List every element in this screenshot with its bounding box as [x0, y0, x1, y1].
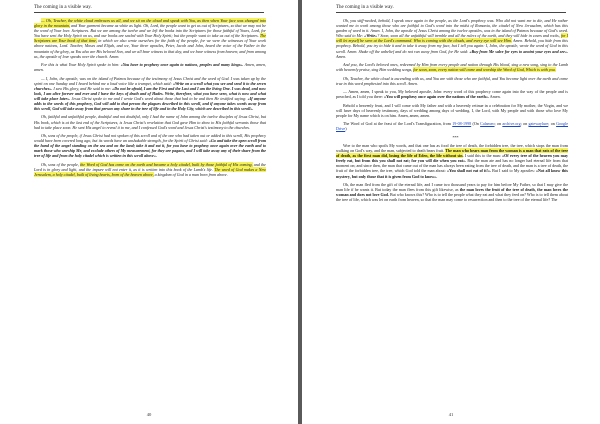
running-head-left — [34, 3, 264, 13]
emphasized-text: «Do not be afraid, I am the First and the Last and I am the living One. I was dead, and now look, I am alive forever and ever and I have the keys of death and of Hades. Write, therefore, what you have seen, what is now and what will take place later». — [34, 85, 266, 101]
page-number-left: 40 — [146, 412, 152, 417]
text-span: The Word of God at the feast of the Lord's Transfiguration, from — [343, 121, 453, 127]
paragraph — [336, 121, 568, 131]
paragraph — [336, 76, 568, 86]
emphasized-text: «Of every tree of the heaven you may freely eat, but from this you shall not eat; for you will die when you eat». — [336, 153, 568, 164]
text-span: (On — [471, 121, 481, 127]
source-link[interactable]: Google Drive — [336, 121, 568, 132]
emphasized-text: «Write on a scroll what you see and send it to the seven churches». — [34, 80, 266, 91]
section-separator — [336, 135, 568, 140]
text-span: Oh, the man fled from the gift of the eternal life, and I came two thousand years to pay for him before My Father, so that I may give the man life if he wants it. But today the man flees from this gift likewise, as — [336, 181, 568, 192]
text-span: Jesus Christ spoke to me and I wrote God's word about those that had to be and then He testified saying: — [70, 95, 248, 101]
running-head-right — [336, 3, 566, 13]
paragraph — [336, 143, 568, 179]
text-span: a kingdom of God in a man born from above. — [153, 172, 228, 178]
text-span: Oh, sons of the people, if Jesus Christ had not spoken of this scroll and of the one who had taken out or added to this scroll, His prophecy would have been covered long ago, but its words have an unshakable strength, for the Spirit of Christ said: — [34, 133, 266, 144]
text-span: Oh, Teacher, the white cloud is ascending with us, and You are with those who are faithful, and You become light over the earth and come true in this word prophesied into this scroll. Amen. — [336, 75, 568, 86]
right-page — [302, 0, 600, 424]
text-span: Amen. Behold, you hide from this prophecy. Behold, you try to hide it and to take it away from my face, but I tell you again: I, John, the apostle, wrote the word of God in this scroll. Amen. Shake off the unbelief and do not run away from God, for He said: — [336, 38, 568, 54]
highlighted-text: The Scriptures are Your book of that time, — [34, 33, 266, 44]
running-title: The coming in a visible way. — [34, 5, 92, 10]
right-page-text — [336, 18, 568, 206]
text-span: in which we also wrote ourselves for the faith of the people, for we were the witnesses of Your work above nations, Lord. Teacher, Moses and Elijah, and we, Your three apostles, Peter, Jacob and John, heard the voice of the Father in the mountain of the glory, as You also are His beloved Son, and we all bear witness to that day, and we bear witness from heaven; and from among us, the apostle of love speaks over the church. Amen. — [34, 38, 267, 59]
text-span: But the man ate and has no longer had eternal life from that moment on; and since then, the man that came out of the man has always been eating from the tree of death, and the man is a tree of death, the fruit of the forbidden tree, the tree, which God told the man about: — [336, 158, 568, 174]
paragraph — [34, 76, 266, 112]
emphasized-text: the man loves the fruit of the tree of death, the man loves the woman and does not love God. — [336, 187, 569, 198]
text-span: But who knows this? Who is to tell the people what they eat and what they feed on? Who is to tell them about the tree of life, which was let on earth from heaven, so that the man may come to resurrection and then to the tree of the eternal life? The — [336, 192, 569, 203]
highlighted-text: for soon, soon, every nation will come and worship the Word of God, Which is with you. — [413, 67, 556, 73]
highlighted-text: for I will let myself be seen at the Lord's command. Who is coming with the clouds, and every eye will see Him. — [336, 33, 568, 44]
text-span: — I, John, the apostle, was on the island of Patmos because of the testimony of Jesus Christ and the word of God. I was taken up by the spirit on one Sunday and I heard behind me a loud voice like a trumpet, which said: — [34, 75, 266, 86]
emphasized-text: «You shall not eat of it!». — [447, 168, 491, 174]
text-span: Oh, faithful and unfaithful people, doubtful and not doubtful, only I had the name of John among the twelve disciples of Jesus Christ, but His book, which is at the last end of the Scriptures, is Jesus Christ's revelation that God gave Him to show to His faithful servants those that had to take place soon. He sent His angel to reveal it to me, and I confessed God's word and Jesus Christ's testimony to the churches. — [34, 114, 266, 130]
paragraph — [336, 18, 568, 59]
text-span: Behold a heavenly feast, and I will come with My father and with a heavenly retinue in a celebration for My mother, the Virgin, and we will have days of heavenly testimony, days of wedding among days of wedding. I, the Lord, with My people and with those who love My people for My name which is on him. Amen, amen, amen. — [336, 102, 568, 118]
paragraph — [34, 62, 266, 72]
highlighted-text: The word of God makes a New Jerusalem, a holy citadel, built of living hearts, born of the heaven above, — [34, 166, 266, 178]
text-span: I said this to the man: — [463, 153, 503, 159]
text-span: Amen. — [488, 94, 501, 100]
source-link[interactable]: gatewaylure — [528, 121, 549, 127]
text-span: ; on — [520, 121, 529, 127]
highlighted-text: The man who bears man from the woman is a man that eats of the tree of death, as the first man did, losing the life of Eden, the life without sin. — [336, 148, 568, 159]
text-span: I saw His glory, and He said to me: — [52, 85, 113, 91]
text-span: ; on — [494, 121, 503, 127]
source-link[interactable]: 19-08-1998 — [452, 121, 472, 127]
left-page — [0, 0, 298, 424]
paragraph — [34, 114, 266, 129]
paragraph — [34, 18, 266, 59]
text-span: and the Lord is in glory and light, and the impure will not enter it, as it is written into this book of the Lamb's life. — [34, 161, 266, 172]
text-span: ; on — [548, 121, 557, 127]
text-span: *** — [452, 134, 459, 140]
emphasized-text: «You have to prophesy once again to nations, peoples and many kings». — [120, 62, 244, 68]
emphasized-text: «Not all know this mystery, but only those that it is given from God to know». — [336, 168, 568, 179]
emphasized-text: «You will prophesy once again over the nations of the earth». — [383, 94, 489, 100]
text-span: Oh, you stiff-necked, behold, I speak once again to the people, as the Lord's prophecy was. Who did not want me to die, and He rather wanted me to work among those who are faithful to God's word into the midst of Romania, the citadel of New Jerusalem, which has this garden of word in it. Amen. I, John, the apostle of Jesus Christ among the twelve apostles, was in the island of Patmos because of God's word. Who said to Me: — [336, 18, 568, 39]
highlighted-text: — Oh, Teacher, the white cloud embraces us all, and we sit on the cloud and speak with You, as then when Your face was changed into glory in the mountain, — [34, 18, 266, 29]
page-number-right: 41 — [448, 412, 454, 417]
text-span: Oh, sons of the people, — [41, 161, 81, 167]
text-span: But I said to My apostles: — [490, 168, 537, 174]
text-span: and Your garment became as white as light. Oh, Lord, the people want to get us out of Scriptures, so that we may not be the word of Your love. Scriptures. But we are among the twelve and we left the books into the Scriptures for those faithful of Yours, Lord, for You have sent the Holy Spirit on us, and our books are sealed with Your Holy Spirit; but the people want to take us out of the Scriptures. — [34, 23, 266, 39]
running-title: The coming in a visible way. — [336, 5, 394, 10]
paragraph — [336, 62, 568, 72]
emphasized-text: «Write» — [364, 33, 378, 39]
text-span: Woe to the man who spoils My words, and that one has as food the tree of death, the forbidden tree, the tree, which stops the man from walking on God's way, and the man, subjected to death bears fruit. — [336, 142, 568, 154]
text-span: Amen. — [336, 53, 347, 59]
left-page-text — [34, 18, 266, 180]
text-span: Amen, amen, amen. — [34, 62, 266, 73]
paragraph — [336, 89, 568, 99]
paragraph — [34, 162, 266, 177]
text-span: And you, the Lord's beloved ones, redeemed by Him from every people and nation through His blood, sing a new song, sing to the Lamb with heavenly praise, sing Him wedding songs, — [336, 62, 568, 73]
source-link[interactable]: archive.org — [502, 121, 521, 127]
emphasized-text: «If anyone adds to the words of this prophecy, God will add to that person the plagues described in this scroll, and if anyone takes words away from this scroll, God will take away from that person any share in the tree of life and in the Holy City, which are described in this scroll». — [34, 95, 266, 112]
highlighted-text: the Word of God has come on the earth and became a holy citadel, built by those faithful of His coming, — [80, 161, 253, 167]
paragraph — [336, 182, 568, 202]
text-span: For this is what Your Holy Spirit spoke to him: — [41, 62, 121, 68]
source-link[interactable]: Calameo — [480, 121, 495, 127]
text-span: ? Soon, soon all the unfaithful will tremble and all the rulers of the earth, and they will hide in caves and rocks, — [377, 33, 561, 39]
paragraph — [34, 133, 266, 158]
text-span: ) — [345, 126, 347, 132]
emphasized-text: «Go and take the open scroll from the hand of the angel standing on the sea and on the land; take it and eat it, for you have to prophesy once again over the earth and to mark those who worship Me, and exclude others of My measurement, for they are pagans, and I will take away any of their share from the tree of life and from the holy citadel which is written in this scroll above». — [34, 138, 266, 159]
text-span: — Amen, amen, I speak to you, My beloved apostle, John: every word of this prophecy come again into the way of the people and is preached, as I told you there: — [336, 89, 568, 100]
emphasized-text: «Buy from Me salve for eyes to anoint your eyes and see». — [469, 48, 568, 54]
paragraph — [336, 103, 568, 118]
